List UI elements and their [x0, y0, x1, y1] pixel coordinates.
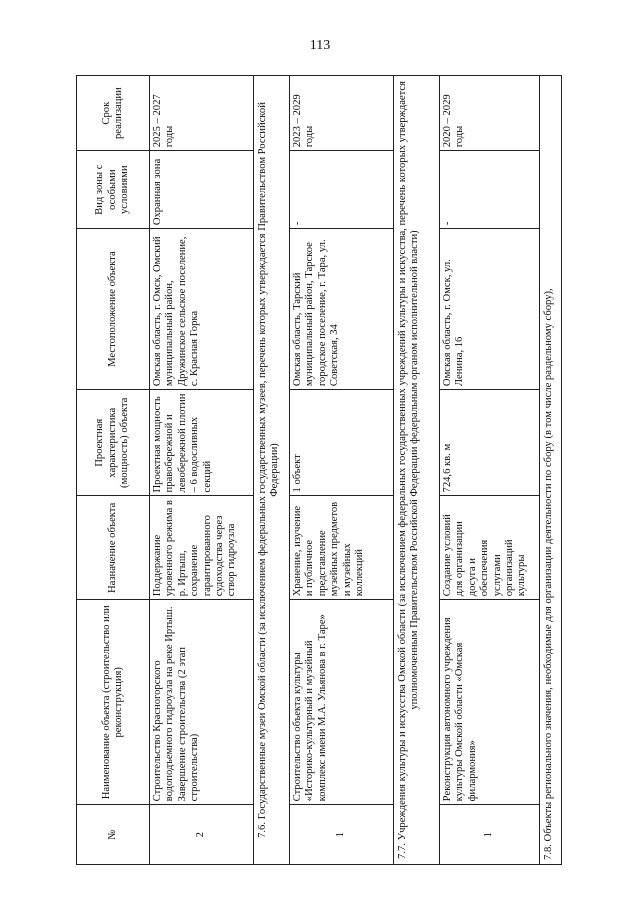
objects-table — [76, 75, 562, 865]
header-name: Наименование объекта (строительство или реконструкция) — [77, 600, 150, 805]
cell-capacity: Проектная мощность правобережной и левобережной плотин – 6 водосливных секций — [150, 390, 254, 496]
cell-name: Строительство Красногорского водоподъемного гидроузла на реке Иртыш. Завершение строительства (2 этап строительства) — [150, 600, 254, 805]
section-7-7-text: 7.7. Учреждения культуры и искусства Омской области (за исключением федеральных государственных учреждений культуры и искусства, перечень которых утверждается уполномоченным Правительством Российской Федерации федеральным органом исполнительной власти) — [394, 76, 440, 865]
header-num: № — [77, 805, 150, 865]
cell-term: 2023 – 2029 годы — [290, 76, 394, 151]
header-term: Срок реализации — [77, 76, 150, 151]
cell-purpose: Поддержание уровенного режима в р. Иртыш, сохранение гарантированного судоходства через створ гидроузла — [150, 496, 254, 600]
section-7-8-text: 7.8. Объекты регионального значения, необходимые для организации деятельности по сбору (в том числе раздельному сбору), — [540, 76, 562, 865]
cell-capacity: 1 объект — [290, 390, 394, 496]
cell-location: Омская область, Тарский муниципальный район, Тарское городское поселение, г. Тара, ул. Советская, 34 — [290, 229, 394, 390]
cell-capacity: 724,6 кв. м — [440, 390, 540, 496]
table-row — [440, 76, 540, 865]
table-row — [150, 76, 254, 865]
cell-num: 1 — [290, 805, 394, 865]
cell-name: Строительство объекта культуры «Историко-культурный и музейный комплекс имени М.А. Ульянова в г. Таре» — [290, 600, 394, 805]
cell-term: 2020 – 2029 годы — [440, 76, 540, 151]
section-heading-7-8 — [540, 76, 562, 865]
cell-num: 2 — [150, 805, 254, 865]
cell-purpose: Создание условий для организации досуга и обеспечения услугами организаций культуры — [440, 496, 540, 600]
cell-zone: - — [440, 151, 540, 229]
cell-term: 2025 – 2027 годы — [150, 76, 254, 151]
header-zone: Вид зоны с особыми условиями — [77, 151, 150, 229]
rotated-table-sheet — [76, 75, 571, 865]
header-row — [77, 76, 150, 865]
header-capacity: Проектная характеристика (мощность) объекта — [77, 390, 150, 496]
header-location: Местоположение объекта — [77, 229, 150, 390]
table-row — [290, 76, 394, 865]
header-purpose: Назначение объекта — [77, 496, 150, 600]
cell-name: Реконструкция автономного учреждения культуры Омской области «Омская филармония» — [440, 600, 540, 805]
cell-location: Омская область, г. Омск, Омский муниципальный район, Дружинское сельское поселение, с. Красная Горка — [150, 229, 254, 390]
section-heading-7-7 — [394, 76, 440, 865]
cell-num: 1 — [440, 805, 540, 865]
section-7-6-text: 7.6. Государственные музеи Омской области (за исключением федеральных государственных музеев, перечень которых утверждается Правительством Российской Федерации) — [254, 76, 290, 865]
cell-location: Омская область, г. Омск, ул. Ленина, 16 — [440, 229, 540, 390]
cell-zone: Охранная зона — [150, 151, 254, 229]
cell-zone: - — [290, 151, 394, 229]
cell-purpose: Хранение, изучение и публичное представление музейных предметов и музейных коллекций — [290, 496, 394, 600]
page-number: 113 — [309, 38, 331, 53]
section-heading-7-6 — [254, 76, 290, 865]
